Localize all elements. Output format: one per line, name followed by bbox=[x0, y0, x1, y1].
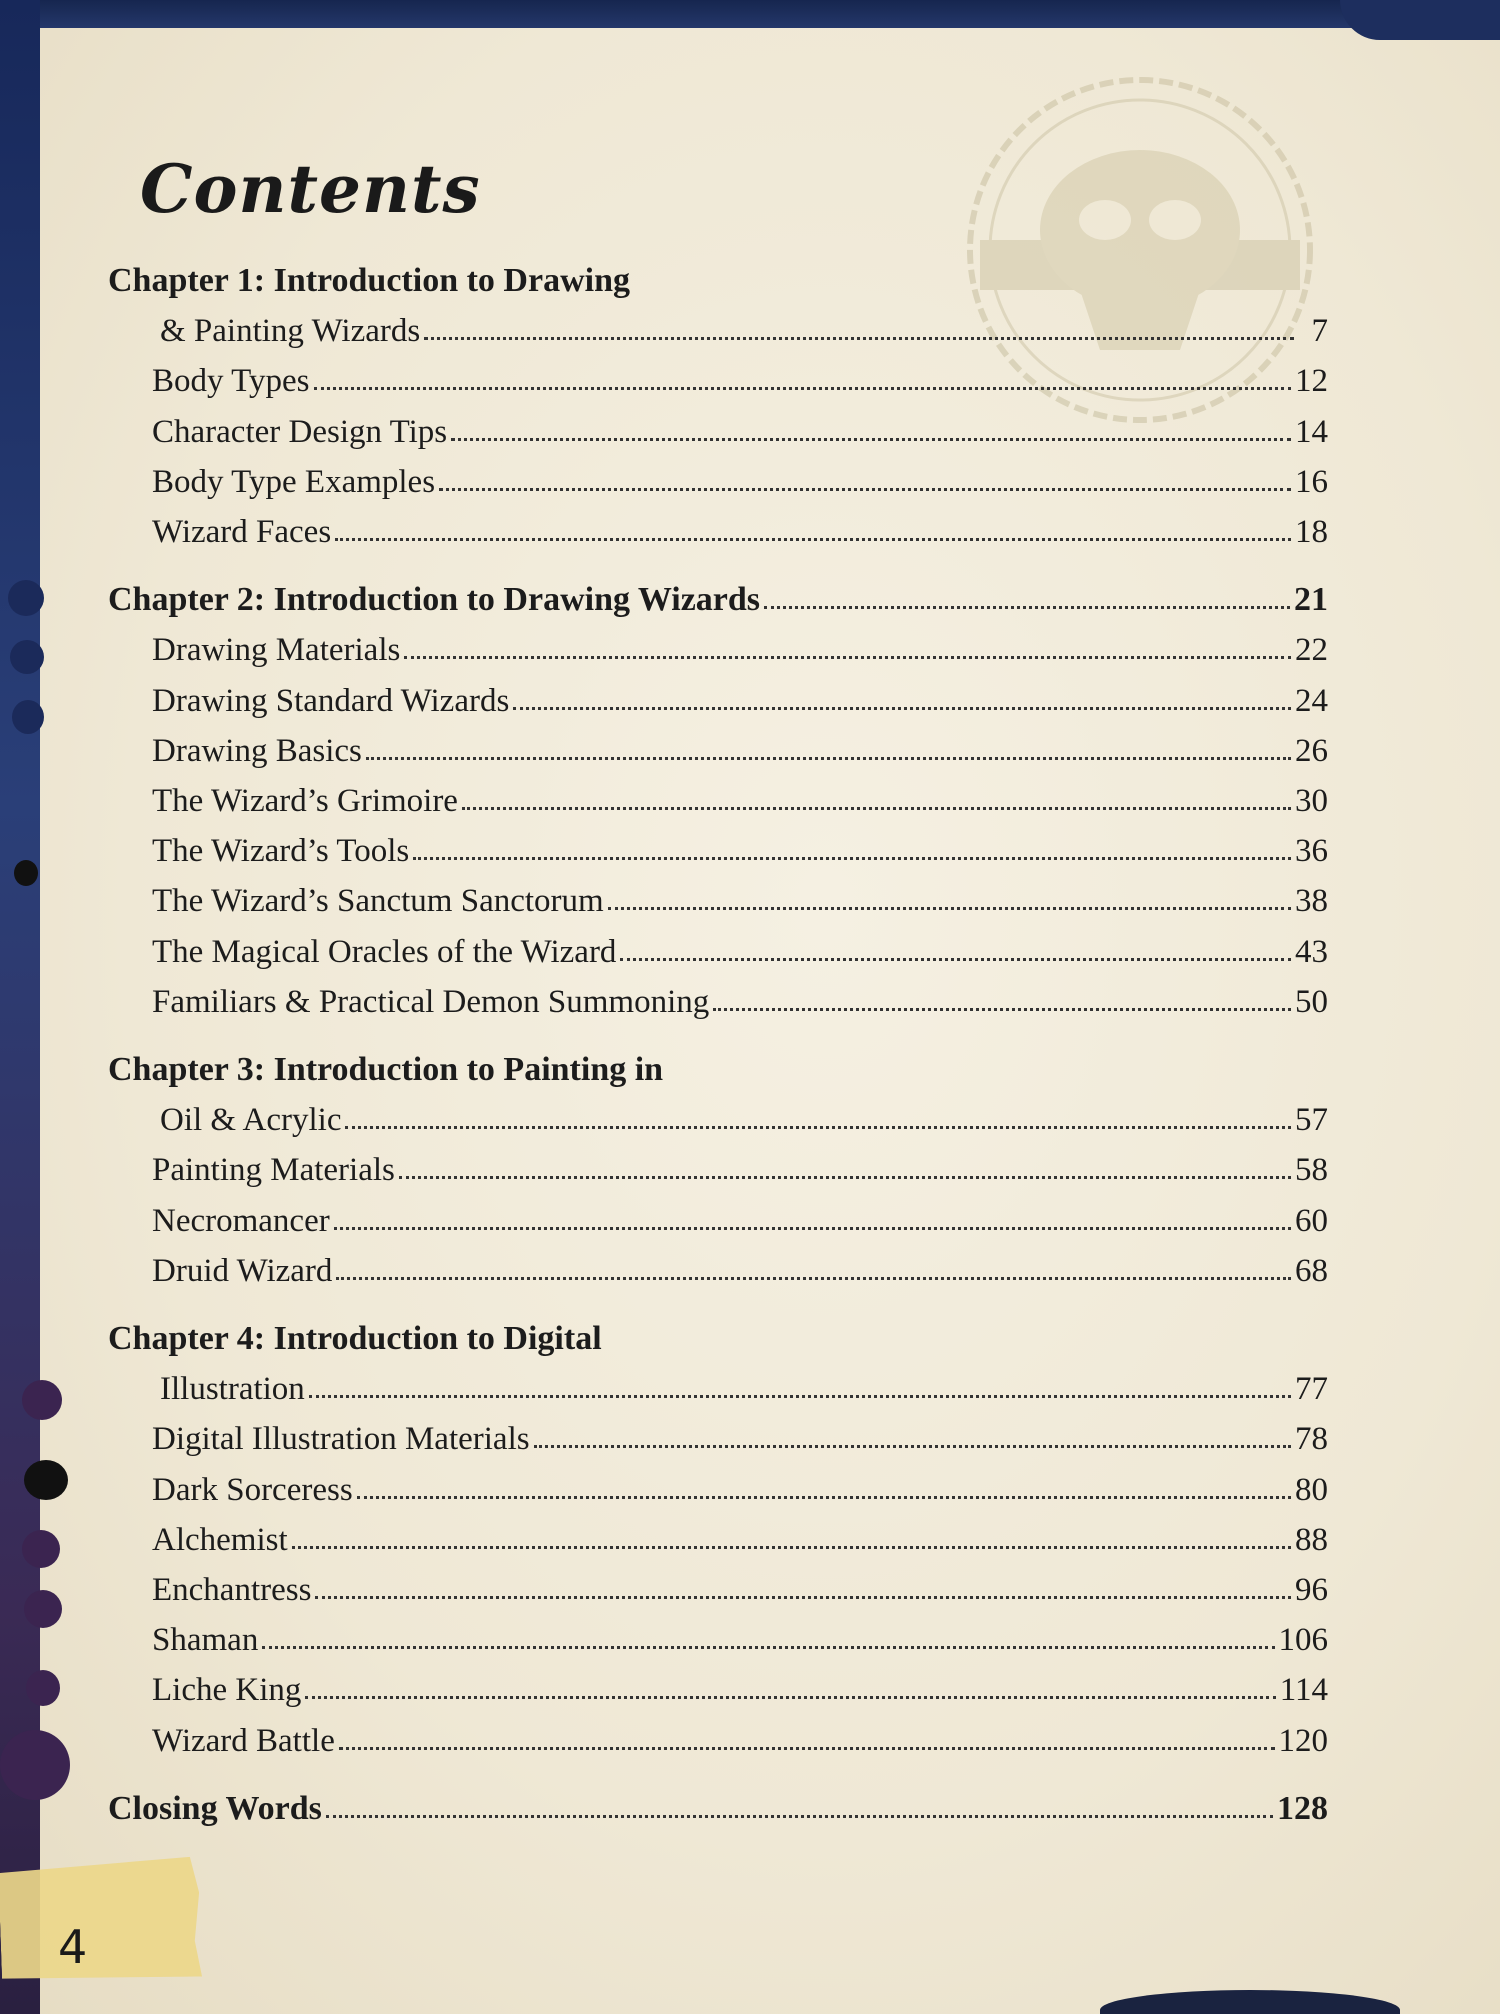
toc-entry-title: Closing Words bbox=[108, 1789, 322, 1827]
toc-entry-title: Alchemist bbox=[152, 1521, 288, 1558]
page-title: Contents bbox=[140, 150, 481, 228]
toc-entry bbox=[108, 407, 1328, 451]
toc-page-number: 14 bbox=[1295, 413, 1328, 450]
toc-chapter-heading-continued bbox=[108, 1095, 1328, 1139]
toc-entry bbox=[108, 625, 1328, 669]
ink-blot bbox=[22, 1530, 60, 1568]
toc-entry-title: Drawing Basics bbox=[152, 732, 362, 769]
dot-leader bbox=[336, 1276, 1291, 1280]
toc-entry-title: & Painting Wizards bbox=[160, 313, 421, 350]
dot-leader bbox=[451, 437, 1291, 441]
toc-page-number: 30 bbox=[1295, 783, 1328, 819]
toc-page-number: 68 bbox=[1295, 1252, 1328, 1289]
toc-entry-title: Chapter 3: Introduction to Painting in bbox=[108, 1051, 664, 1088]
toc-entry-title: Chapter 2: Introduction to Drawing Wizards bbox=[108, 581, 761, 619]
toc-chapter-heading bbox=[108, 256, 1328, 300]
toc-page-number: 106 bbox=[1278, 1622, 1328, 1659]
toc-page-number: 60 bbox=[1295, 1202, 1328, 1239]
toc-entry bbox=[108, 826, 1328, 870]
dot-leader bbox=[345, 1125, 1291, 1129]
toc-page-number: 21 bbox=[1294, 581, 1328, 619]
toc-page-number: 128 bbox=[1277, 1789, 1328, 1827]
toc-entry-title: Druid Wizard bbox=[152, 1252, 333, 1289]
toc-entry bbox=[108, 776, 1328, 820]
toc-entry-title: Shaman bbox=[152, 1622, 259, 1659]
ink-blot bbox=[24, 1590, 62, 1628]
toc-entry-title: The Wizard’s Sanctum Sanctorum bbox=[152, 883, 604, 920]
toc-entry-title: The Wizard’s Grimoire bbox=[152, 783, 458, 819]
toc-entry-title: Body Types bbox=[152, 363, 310, 400]
dot-leader bbox=[608, 906, 1291, 910]
toc-entry bbox=[108, 676, 1328, 720]
dot-leader bbox=[335, 537, 1291, 541]
toc-entry bbox=[108, 356, 1328, 400]
toc-chapter-heading-continued bbox=[108, 306, 1328, 350]
toc-entry-title: Wizard Battle bbox=[152, 1722, 335, 1759]
dot-leader bbox=[404, 655, 1291, 659]
toc-entry-title: Liche King bbox=[152, 1672, 302, 1709]
toc-chapter-heading-continued bbox=[108, 1364, 1328, 1408]
ink-border-left bbox=[0, 0, 40, 2014]
dot-leader bbox=[764, 605, 1290, 609]
toc-entry-title: Drawing Materials bbox=[152, 632, 401, 669]
toc-page-number: 24 bbox=[1295, 682, 1328, 719]
toc-page-number: 7 bbox=[1311, 313, 1328, 350]
ink-blot bbox=[0, 1730, 70, 1800]
toc-entry bbox=[108, 726, 1328, 770]
toc-page-number: 88 bbox=[1295, 1521, 1328, 1558]
toc-entry bbox=[108, 1414, 1328, 1458]
dot-leader bbox=[305, 1695, 1275, 1699]
ink-border-top bbox=[0, 0, 1500, 28]
toc-entry bbox=[108, 1196, 1328, 1240]
toc-entry bbox=[108, 927, 1328, 971]
dot-leader bbox=[713, 1007, 1291, 1011]
toc-entry-title: Dark Sorceress bbox=[152, 1471, 353, 1508]
toc-entry-title: Enchantress bbox=[152, 1572, 312, 1608]
page-number: 4 bbox=[58, 1920, 88, 1974]
toc-page-number: 18 bbox=[1295, 514, 1328, 550]
toc-entry bbox=[108, 1665, 1328, 1709]
toc-entry-title: Body Type Examples bbox=[152, 463, 436, 500]
toc-page-number: 96 bbox=[1295, 1572, 1328, 1608]
ink-blot bbox=[12, 700, 44, 734]
dot-leader bbox=[620, 957, 1291, 961]
toc-entry-title: Familiars & Practical Demon Summoning bbox=[152, 983, 710, 1020]
dot-leader bbox=[357, 1495, 1291, 1499]
toc-entry bbox=[108, 1145, 1328, 1189]
dot-leader bbox=[424, 336, 1294, 340]
toc-page-number: 57 bbox=[1295, 1102, 1328, 1139]
toc-page-number: 38 bbox=[1295, 883, 1328, 920]
toc-entry-title: Digital Illustration Materials bbox=[152, 1421, 530, 1458]
toc-entry bbox=[108, 1465, 1328, 1509]
dot-leader bbox=[339, 1746, 1275, 1750]
toc-page-number: 80 bbox=[1295, 1471, 1328, 1508]
toc-page-number: 12 bbox=[1295, 363, 1328, 400]
page-corner-shadow bbox=[1100, 1990, 1400, 2014]
toc-entry-title: Chapter 1: Introduction to Drawing bbox=[108, 262, 630, 299]
toc-page-number: 16 bbox=[1295, 463, 1328, 500]
toc-entry bbox=[108, 507, 1328, 551]
dot-leader bbox=[334, 1226, 1291, 1230]
toc-entry-title: Painting Materials bbox=[152, 1152, 395, 1189]
dot-leader bbox=[439, 487, 1291, 491]
toc-entry-title: Character Design Tips bbox=[152, 413, 448, 450]
dot-leader bbox=[326, 1814, 1273, 1818]
toc-entry-title: Wizard Faces bbox=[152, 514, 332, 550]
toc-page-number: 120 bbox=[1278, 1722, 1328, 1759]
toc-entry-title: The Wizard’s Tools bbox=[152, 833, 410, 870]
dot-leader bbox=[309, 1394, 1291, 1398]
toc-entry bbox=[108, 1246, 1328, 1290]
toc-entry-title: Necromancer bbox=[152, 1202, 330, 1239]
toc-page-number: 26 bbox=[1295, 732, 1328, 769]
dot-leader bbox=[315, 1595, 1291, 1599]
dot-leader bbox=[314, 386, 1291, 390]
toc-entry bbox=[108, 457, 1328, 501]
toc-entry bbox=[108, 1615, 1328, 1659]
toc-page-number: 43 bbox=[1295, 933, 1328, 970]
toc-entry bbox=[108, 876, 1328, 920]
toc-page-number: 36 bbox=[1295, 833, 1328, 870]
dot-leader bbox=[262, 1645, 1274, 1649]
toc-page-number: 50 bbox=[1295, 983, 1328, 1020]
tape-strip bbox=[0, 1857, 202, 1984]
toc-entry-title: Chapter 4: Introduction to Digital bbox=[108, 1320, 602, 1357]
toc-page-number: 114 bbox=[1279, 1672, 1328, 1709]
dot-leader bbox=[534, 1444, 1291, 1448]
toc-entry bbox=[108, 1716, 1328, 1760]
dot-leader bbox=[399, 1175, 1291, 1179]
toc-chapter-heading bbox=[108, 1784, 1328, 1828]
dot-leader bbox=[366, 756, 1291, 760]
toc-page-number: 77 bbox=[1295, 1371, 1328, 1408]
toc-entry-title: Drawing Standard Wizards bbox=[152, 682, 510, 719]
ink-blot bbox=[14, 860, 38, 886]
toc-entry-title: Illustration bbox=[160, 1371, 305, 1408]
toc-entry-title: Oil & Acrylic bbox=[160, 1102, 342, 1139]
toc-entry bbox=[108, 977, 1328, 1021]
toc-page-number: 58 bbox=[1295, 1152, 1328, 1189]
ink-blot bbox=[22, 1380, 62, 1420]
ink-corner bbox=[1340, 0, 1500, 40]
ink-blot bbox=[8, 580, 44, 616]
toc-page-number: 22 bbox=[1295, 632, 1328, 669]
toc-chapter-heading bbox=[108, 575, 1328, 619]
toc-entry bbox=[108, 1565, 1328, 1609]
ink-blot bbox=[10, 640, 44, 674]
ink-blot bbox=[24, 1460, 68, 1500]
dot-leader bbox=[462, 806, 1291, 810]
toc-entry-title: The Magical Oracles of the Wizard bbox=[152, 933, 617, 970]
toc-chapter-heading bbox=[108, 1045, 1328, 1089]
dot-leader bbox=[413, 856, 1291, 860]
dot-leader bbox=[292, 1545, 1291, 1549]
ink-blot bbox=[26, 1670, 60, 1706]
toc-page-number: 78 bbox=[1295, 1421, 1328, 1458]
toc-chapter-heading bbox=[108, 1314, 1328, 1358]
toc-entry bbox=[108, 1515, 1328, 1559]
dot-leader bbox=[513, 706, 1291, 710]
